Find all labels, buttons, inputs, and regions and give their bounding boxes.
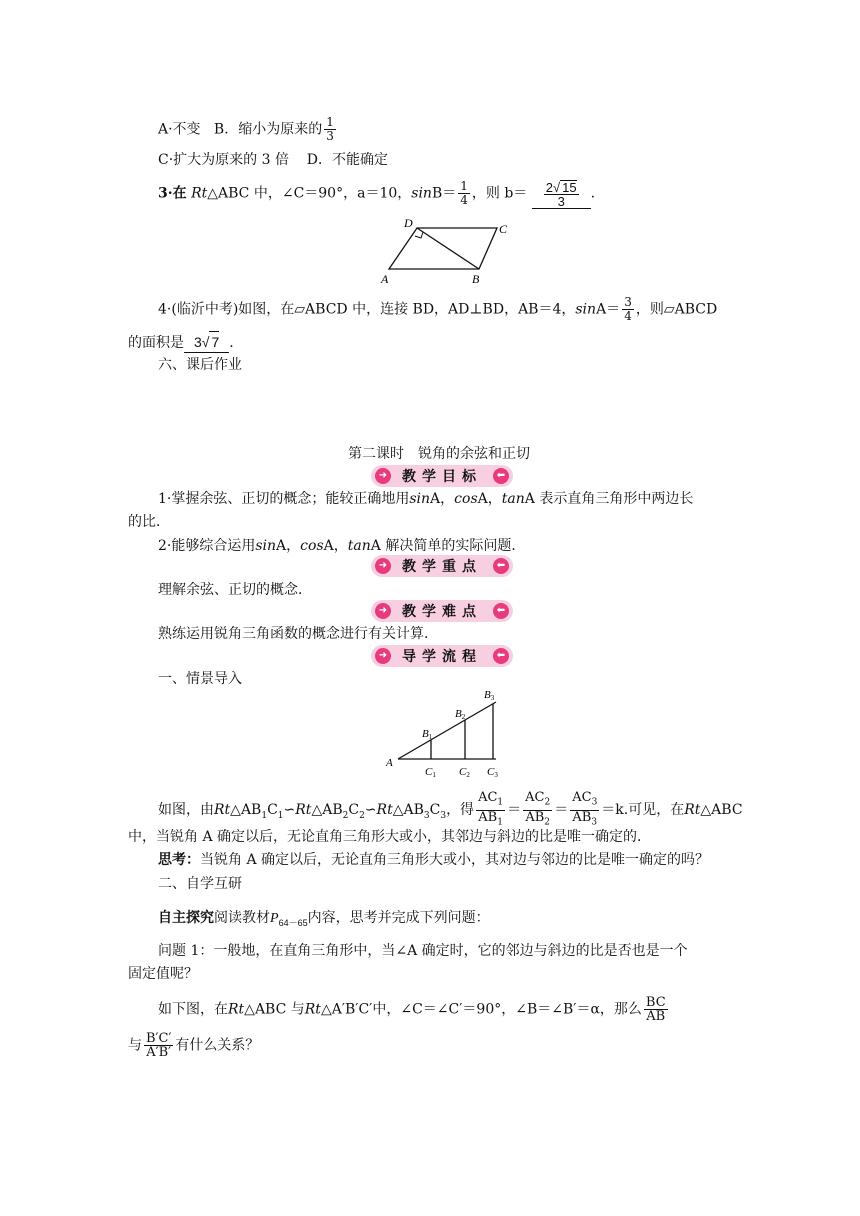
difficult-text: 熟练运用锐角三角函数的概念进行有关计算．	[158, 626, 438, 642]
badge-key-label: 教学重点	[402, 559, 482, 575]
label-b2: B2	[455, 708, 466, 721]
q3-rt: Rt	[191, 185, 208, 202]
section-2-heading: 二、自学互研	[158, 876, 242, 892]
parallelogram-figure	[375, 214, 525, 288]
q3-triangle: △ABC 中，∠C＝90°，a＝10，	[207, 185, 412, 202]
ratio-3: $\frac{AC_3}{AB_3}$	[572, 790, 598, 828]
fraction-one-third: $\frac{1}{3}$	[326, 115, 334, 143]
label-b: B	[472, 272, 480, 286]
q4-suffix: ，则▱ABCD	[635, 301, 718, 318]
below-figure-paragraph: 如下图，在Rt△ABC 与Rt△A′B′C′中，∠C＝∠C′＝90°，∠B＝∠B′＝α，那么 $\frac{BC}{AB}$	[158, 995, 666, 1024]
badge-flow-label: 导学流程	[402, 649, 482, 665]
hypotenuse-line	[398, 702, 496, 759]
q4-answer: 3√ 7	[184, 331, 229, 353]
arrow-right-icon: ➜	[375, 648, 391, 664]
arrow-left-icon: ⬅	[493, 558, 509, 574]
question-3: 3·在 Rt△ABC 中，∠C＝90°，a＝10，sinB＝ $\frac{1}{4}$ ，则 b＝ $\frac{2√ 15}{3}$ .	[158, 179, 596, 209]
badge-goals-label: 教学目标	[402, 469, 482, 485]
below-line2: 与 $\frac{B'C'}{A'B'}$ 有什么关系？	[128, 1031, 260, 1060]
think-label: 思考：	[158, 852, 200, 868]
problem-1: 问题 1：一般地，在直角三角形中，当∠A 确定时，它的邻边与斜边的比是否也是一个	[158, 943, 688, 959]
label-c1: C1	[425, 766, 436, 779]
explore-instruction: 自主探究阅读教材$P_{64-65}$内容，思考并完成下列问题：	[158, 909, 490, 928]
label-d: D	[404, 216, 413, 230]
homework-heading: 六、课后作业	[158, 357, 242, 373]
right-angle-mark	[415, 232, 423, 238]
section-1-heading: 一、情景导入	[158, 671, 242, 687]
goal-2: 2·能够综合运用sinA，cosA，tanA 解决简单的实际问题．	[158, 538, 526, 554]
label-b3: B3	[484, 689, 495, 702]
arrow-left-icon: ⬅	[493, 648, 509, 664]
intro-paragraph: 如图，由$Rt\triangle AB_1C_1∽Rt\triangle AB_2C_2∽Rt\triangle AB_3C_3$，得 $\frac{AC_1}{AB_1}$ ＝ $\frac{AC_2}{AB_2}$ ＝ $\frac{AC_3}{AB_3}$ ＝k.可见，在Rt△ABC	[158, 790, 743, 828]
think-paragraph	[158, 850, 709, 870]
q3-answer	[532, 180, 591, 209]
q3-fraction: $\frac{1}{4}$	[460, 179, 468, 208]
q4-sina: A＝	[596, 301, 621, 318]
label-a: A	[386, 757, 393, 769]
key-text: 理解余弦、正切的概念．	[158, 582, 312, 598]
q3-answer-fraction: $\frac{2√ 15}{3}$	[545, 180, 577, 209]
similar-triangles-figure	[380, 685, 510, 781]
ratio-2: $\frac{AC_2}{AB_2}$	[525, 790, 551, 828]
lesson-title: 第二课时 锐角的余弦和正切	[348, 446, 530, 462]
ratio-1: $\frac{AC_1}{AB_1}$	[478, 790, 504, 828]
arrow-right-icon: ➜	[375, 603, 391, 619]
option-c: C·扩大为原来的 3 倍	[158, 152, 289, 168]
intro-line2: 中，当锐角 A 确定以后，无论直角三角形大或小，其邻边与斜边的比是唯一确定的．	[128, 829, 652, 845]
arrow-right-icon: ➜	[375, 558, 391, 574]
badge-teaching-goals	[371, 465, 513, 487]
q3-mid: ，则 b＝	[471, 185, 528, 202]
goal-1-line2: 的比．	[128, 514, 170, 530]
q4-line2: 的面积是	[128, 335, 184, 351]
label-b1: B1	[422, 728, 433, 741]
label-c: C	[499, 222, 508, 236]
badge-teaching-key	[371, 555, 513, 577]
think-text: 当锐角 A 确定以后，无论直角三角形大或小，其对边与邻边的比是唯一确定的吗？	[200, 852, 710, 868]
badge-teaching-difficult	[371, 600, 513, 622]
label-c3: C3	[487, 766, 498, 779]
goal-1: 1·掌握余弦、正切的概念；能较正确地用sinA，cosA，tanA 表示直角三角形中两边长	[158, 491, 694, 507]
q3-sin: sin	[411, 185, 432, 202]
arrow-right-icon: ➜	[375, 468, 391, 484]
q3-prefix: 3·在	[158, 185, 187, 202]
arrow-left-icon: ⬅	[493, 468, 509, 484]
q4-prefix: 4·(临沂中考)如图，在▱ABCD 中，连接 BD，AD⊥BD，AB＝4，	[158, 301, 576, 318]
problem-1-line2: 固定值呢？	[128, 966, 198, 982]
q4-sin: sin	[575, 301, 597, 318]
explore-label: 自主探究	[158, 909, 214, 925]
option-d: D．不能确定	[306, 152, 389, 168]
arrow-left-icon: ⬅	[493, 603, 509, 619]
diagonal-bd	[417, 228, 479, 269]
q2-option-ab	[158, 116, 338, 143]
q3-sinb: B＝	[431, 185, 457, 202]
question-4	[158, 296, 717, 323]
ratio-bc-ab-prime: $\frac{B'C'}{A'B'}$	[146, 1031, 172, 1060]
option-b: B．缩小为原来的	[213, 121, 323, 138]
label-c2: C2	[459, 766, 470, 779]
badge-difficult-label: 教学难点	[402, 604, 482, 620]
parallelogram-abcd	[389, 228, 497, 269]
question-4-line2: 的面积是 3√ 7 .	[128, 331, 234, 353]
option-a: A·不变	[158, 121, 201, 138]
q2-option-cd	[158, 150, 388, 170]
ratio-bc-ab: $\frac{BC}{AB}$	[645, 995, 666, 1024]
q4-fraction: $\frac{3}{4}$	[624, 295, 632, 323]
badge-learning-flow	[371, 645, 513, 667]
label-a: A	[381, 272, 389, 286]
